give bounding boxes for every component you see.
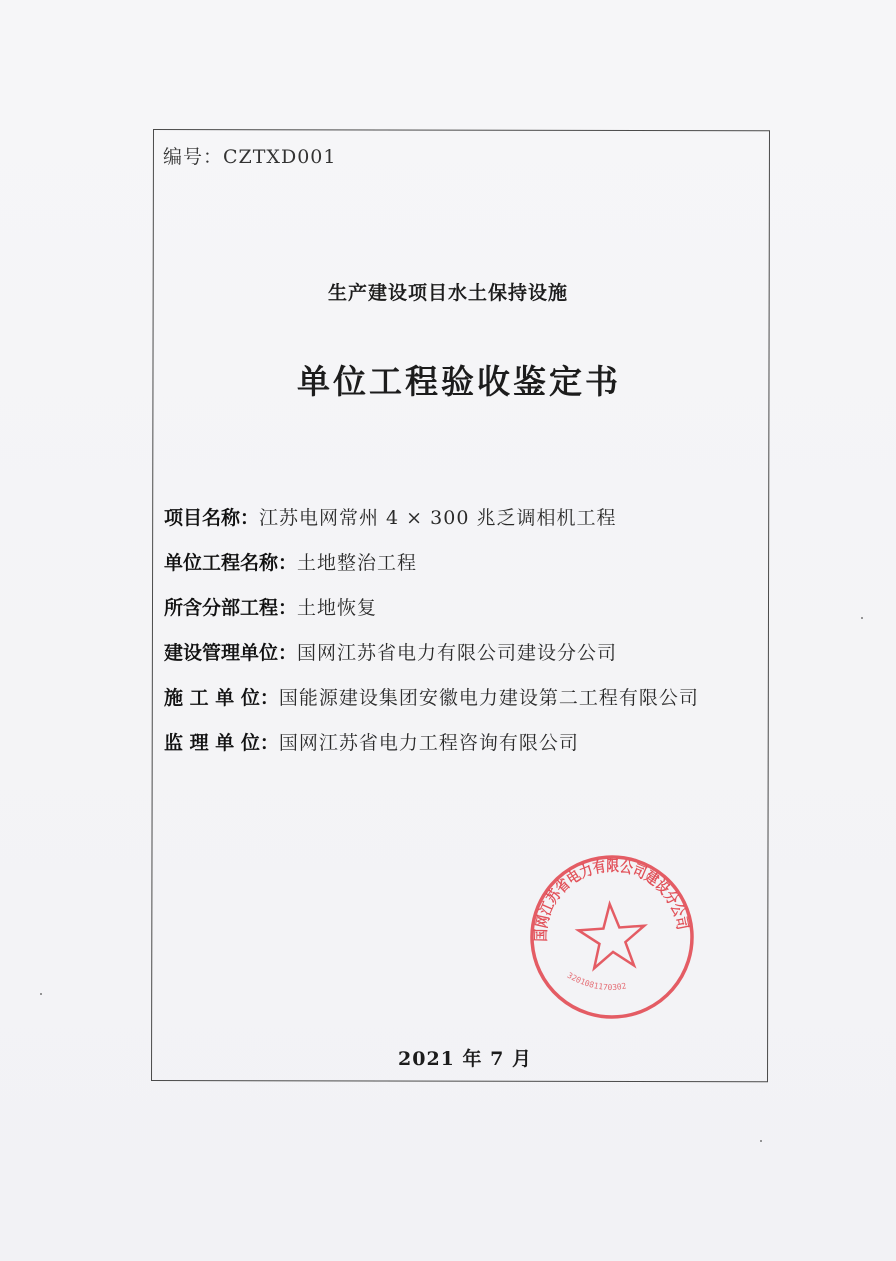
field-construction-unit xyxy=(164,683,699,711)
field-value: 江苏电网常州 4 × 300 兆乏调相机工程 xyxy=(259,507,617,529)
seal-star xyxy=(577,902,647,969)
document-date: 2021 年 7 月 xyxy=(398,1048,532,1070)
document-number-value: CZTXD001 xyxy=(223,146,337,168)
seal-outer-ring xyxy=(527,852,698,1023)
field-label: 监 理 单 位： xyxy=(164,732,279,754)
scan-speck xyxy=(760,1140,762,1142)
field-unit-project-name xyxy=(164,548,417,576)
official-seal-icon xyxy=(521,846,702,1027)
field-value: 土地恢复 xyxy=(297,597,378,619)
field-project-name xyxy=(164,503,616,531)
field-value: 国能源建设集团安徽电力建设第二工程有限公司 xyxy=(278,687,699,709)
field-label: 所含分部工程： xyxy=(164,597,298,619)
field-value: 国网江苏省电力有限公司建设分公司 xyxy=(297,642,618,664)
field-value: 国网江苏省电力工程咨询有限公司 xyxy=(278,732,579,754)
field-supervision-unit xyxy=(164,728,579,756)
field-value: 土地整治工程 xyxy=(297,552,418,574)
field-label: 单位工程名称： xyxy=(164,552,298,574)
document-number xyxy=(163,142,336,169)
field-construction-management-unit xyxy=(164,638,617,666)
document-subtitle: 生产建设项目水土保持设施 xyxy=(327,282,568,304)
document-title: 单位工程验收鉴定书 xyxy=(297,362,621,401)
field-label: 建设管理单位： xyxy=(164,642,298,664)
seal-code: 3201081170302 xyxy=(565,970,628,993)
seal-text: 国网江苏省电力有限公司建设分公司 xyxy=(531,856,693,942)
field-label: 施 工 单 位： xyxy=(164,687,279,709)
field-label: 项目名称： xyxy=(164,507,260,529)
document-number-label: 编号： xyxy=(163,146,224,168)
scan-speck xyxy=(861,617,863,619)
field-sub-projects xyxy=(164,593,377,621)
scan-speck xyxy=(40,993,42,995)
